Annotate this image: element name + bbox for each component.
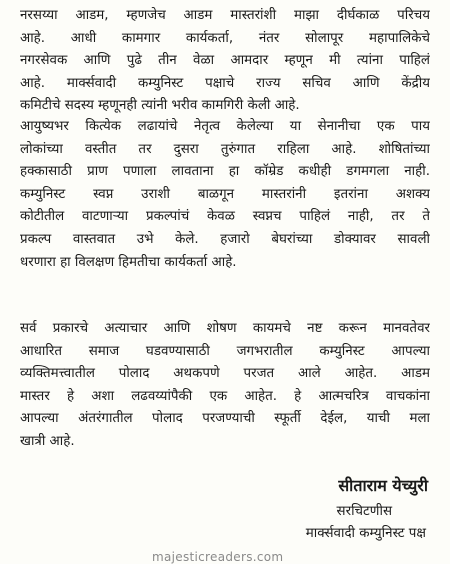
- text-line: आहे. आधी कामगार कार्यकर्ता, नंतर सोलापूर महापालिकेचे: [20, 30, 430, 46]
- watermark: majesticreaders.com: [152, 550, 284, 564]
- signature-name: सीताराम येच्युरी: [338, 476, 428, 495]
- text-line: कोटीतील वाटणाऱ्या प्रकल्पांचं केवळ स्वप्नच पाहिलं नाही, तर ते: [20, 209, 430, 225]
- text-line: मास्तर हे अशा लढवय्यांपैकी एक आहेत. हे आत्मचरित्र वाचकांना: [20, 388, 430, 404]
- text-line: हक्कासाठी प्राण पणाला लावताना हा कॉम्रेड कधीही डगमगला नाही.: [20, 164, 430, 180]
- paragraph-2: [20, 116, 430, 274]
- text-line: आपल्या अंतरंगातील पोलाद परजण्याची स्फूर्ती देईल, याची मला: [20, 411, 430, 427]
- text-line: कमिटीचे सदस्य म्हणूनही त्यांनी भरीव कामगिरी केली आहे.: [20, 98, 300, 114]
- text-line: व्यक्तिमत्त्वातील पोलाद अथकपणे परजत आले आहेत. आडम: [20, 366, 430, 382]
- signature-organization: मार्क्सवादी कम्युनिस्ट पक्ष: [305, 526, 426, 541]
- text-line: आहे. मार्क्सवादी कम्युनिस्ट पक्षाचे राज्य सचिव आणि केंद्रीय: [20, 75, 430, 91]
- text-line: प्रकल्प वास्तवात उभे केले. हजारो बेघरांच्या डोक्यावर सावली: [20, 231, 430, 247]
- text-line: आयुष्यभर कित्येक लढायांचे नेतृत्व केलेल्या या सेनानीचा एक पाय: [20, 119, 430, 134]
- text-line: नरसय्या आडम, म्हणजेच आडम मास्तरांशी माझा दीर्घकाळ परिचय: [20, 8, 430, 23]
- text-line: आधारित समाज घडवण्यासाठी जगभरातील कम्युनिस्ट आपल्या: [20, 343, 430, 359]
- text-line: धरणारा हा विलक्षण हिमतीचा कार्यकर्ता आहे.: [20, 254, 237, 270]
- paragraph-3: [20, 318, 430, 454]
- text-line: खात्री आहे.: [20, 433, 75, 449]
- paragraph-1: [20, 5, 430, 118]
- text-line: लोकांच्या वस्तीत तर दुसरा तुरुंगात राहिला आहे. शोषितांच्या: [20, 141, 430, 157]
- text-line: कम्युनिस्ट स्वप्न उराशी बाळगून मास्तरांनी इतरांना अशक्य: [20, 186, 430, 202]
- signature-role: सरचिटणीस: [336, 504, 392, 519]
- text-line: सर्व प्रकारचे अत्याचार आणि शोषण कायमचे नष्ट करून मानवतेवर: [20, 321, 430, 336]
- text-line: नगरसेवक आणि पुढे तीन वेळा आमदार म्हणून मी त्यांना पाहिलं: [20, 53, 430, 69]
